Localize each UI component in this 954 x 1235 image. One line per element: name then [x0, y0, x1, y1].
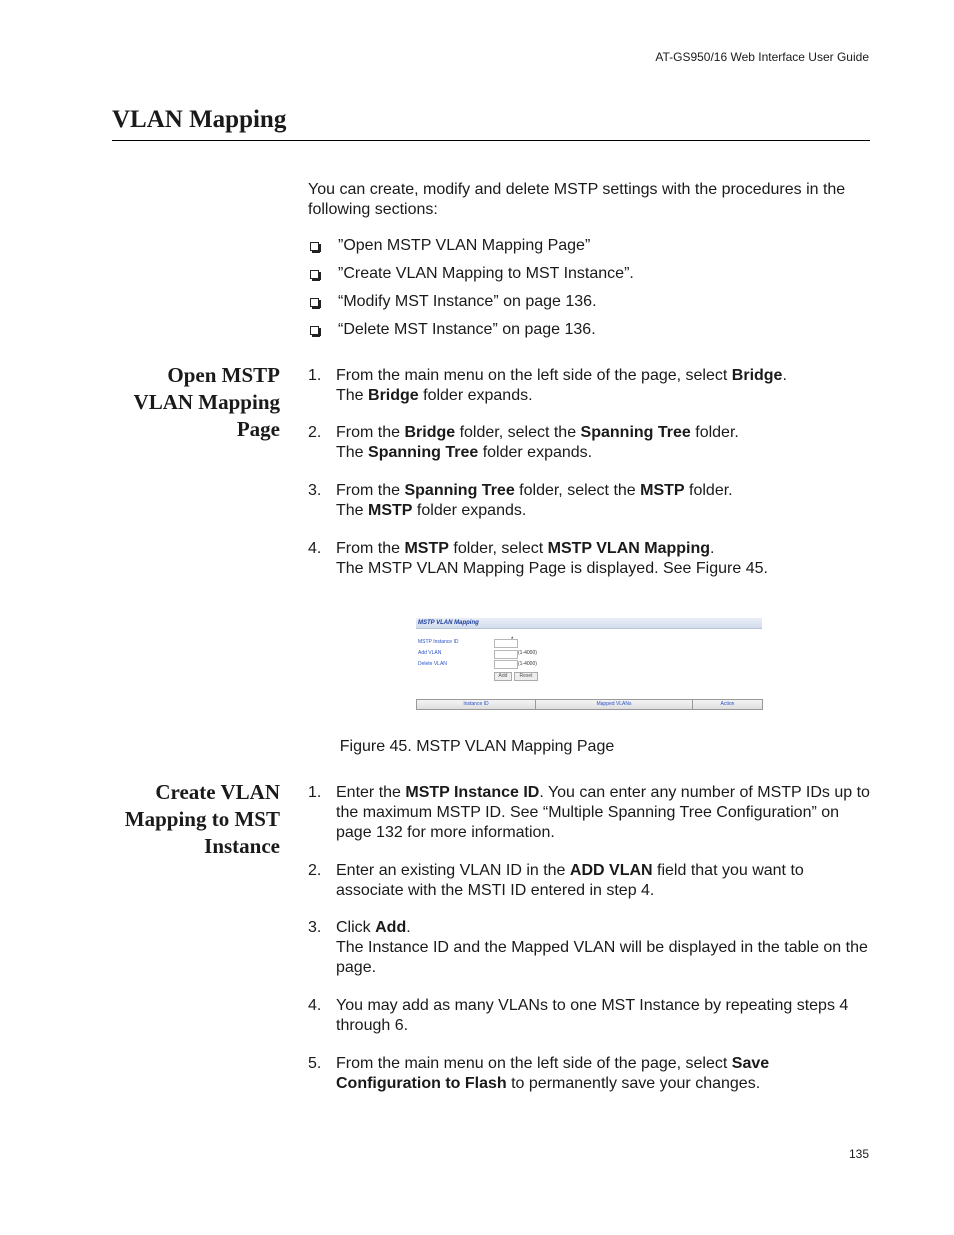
bullet-text: ”Open MSTP VLAN Mapping Page” [338, 237, 591, 254]
step-item [308, 539, 873, 579]
step-number: 1. [308, 784, 322, 801]
step-number: 3. [308, 919, 322, 936]
step-text: Enter the MSTP Instance ID. You can enter any number of MSTP IDs up to the maximum MSTP ID. See “Multiple Spanning Tree Configuration” on page 132 for more information. [336, 784, 870, 841]
figure-field-hint: (1-4000) [518, 650, 537, 656]
figure-panel-title: MSTP VLAN Mapping [418, 620, 479, 626]
section-bullet-list [308, 236, 868, 348]
figure-delete-vlan-input [494, 660, 518, 669]
figure-caption: Figure 45. MSTP VLAN Mapping Page [339, 738, 615, 755]
step-number: 4. [308, 997, 322, 1014]
mstp-vlan-mapping-figure [416, 618, 762, 710]
figure-field-label: Add VLAN [418, 650, 442, 656]
step-text: From the Spanning Tree folder, select the MSTP folder. The MSTP folder expands. [336, 482, 733, 519]
checkbox-bullet-icon [310, 298, 319, 307]
figure-add-vlan-input [494, 650, 518, 659]
figure-add-button: Add [494, 672, 512, 681]
step-number: 2. [308, 862, 322, 879]
bullet-item [308, 292, 868, 320]
page-number: 135 [848, 1147, 869, 1161]
step-number: 1. [308, 367, 322, 384]
heading-line: Instance [204, 834, 280, 858]
heading-line: VLAN Mapping [133, 390, 280, 414]
checkbox-bullet-icon [310, 270, 319, 279]
subsection-heading-open-mstp [110, 362, 280, 443]
title-rule [112, 140, 870, 141]
step-text: From the Bridge folder, select the Spanning Tree folder. The Spanning Tree folder expands. [336, 424, 739, 461]
running-header: AT-GS950/16 Web Interface User Guide [655, 50, 869, 64]
checkbox-bullet-icon [310, 242, 319, 251]
step-number: 5. [308, 1055, 322, 1072]
bullet-text: “Modify MST Instance” on page 136. [338, 293, 597, 310]
step-item [308, 996, 873, 1054]
checkbox-bullet-icon [310, 326, 319, 335]
step-text: From the main menu on the left side of the page, select Save Configuration to Flash to permanently save your changes. [336, 1055, 770, 1092]
step-text: Click Add. The Instance ID and the Mapped VLAN will be displayed in the table on the page. [336, 919, 868, 976]
heading-line: Create VLAN [155, 780, 280, 804]
bullet-text: “Delete MST Instance” on page 136. [338, 321, 596, 338]
step-item [308, 783, 873, 861]
bullet-item [308, 264, 868, 292]
bullet-text: ”Create VLAN Mapping to MST Instance”. [338, 265, 634, 282]
figure-panel-titlebar [416, 618, 762, 629]
step-text: From the main menu on the left side of the page, select Bridge. The Bridge folder expands. [336, 367, 787, 404]
step-number: 4. [308, 540, 322, 557]
bullet-item [308, 236, 868, 264]
figure-column-header: Action [720, 701, 735, 707]
figure-field-label: Delete VLAN [418, 661, 447, 667]
intro-paragraph: You can create, modify and delete MSTP settings with the procedures in the following sections: [308, 181, 846, 218]
figure-instance-id-input: * [494, 639, 518, 648]
step-item [308, 918, 873, 996]
step-text: From the MSTP folder, select MSTP VLAN Mapping. The MSTP VLAN Mapping Page is displayed. See Figure 45. [336, 540, 768, 577]
step-text: You may add as many VLANs to one MST Instance by repeating steps 4 through 6. [336, 997, 849, 1034]
step-text: Enter an existing VLAN ID in the ADD VLAN field that you want to associate with the MSTI ID entered in step 4. [336, 862, 804, 899]
page-title: VLAN Mapping [112, 106, 287, 133]
subsection-heading-create-vlan-mapping [110, 779, 280, 860]
step-item [308, 1054, 873, 1094]
step-item [308, 366, 873, 423]
step-item [308, 481, 873, 539]
bullet-item [308, 320, 868, 348]
create-vlan-mapping-steps [308, 783, 873, 1094]
figure-column-header: Instance ID [417, 700, 536, 709]
open-mstp-steps [308, 366, 873, 579]
figure-mapping-table-header [416, 699, 763, 710]
step-item [308, 861, 873, 918]
figure-column-header: Mapped VLANs [536, 700, 693, 709]
step-number: 2. [308, 424, 322, 441]
figure-reset-button: Reset [514, 672, 538, 681]
step-number: 3. [308, 482, 322, 499]
figure-field-label: MSTP Instance ID [418, 639, 459, 645]
figure-field-hint: (1-4000) [518, 661, 537, 667]
heading-line: Page [236, 417, 280, 441]
heading-line: Open MSTP [167, 363, 280, 387]
step-item [308, 423, 873, 481]
heading-line: Mapping to MST [124, 807, 280, 831]
